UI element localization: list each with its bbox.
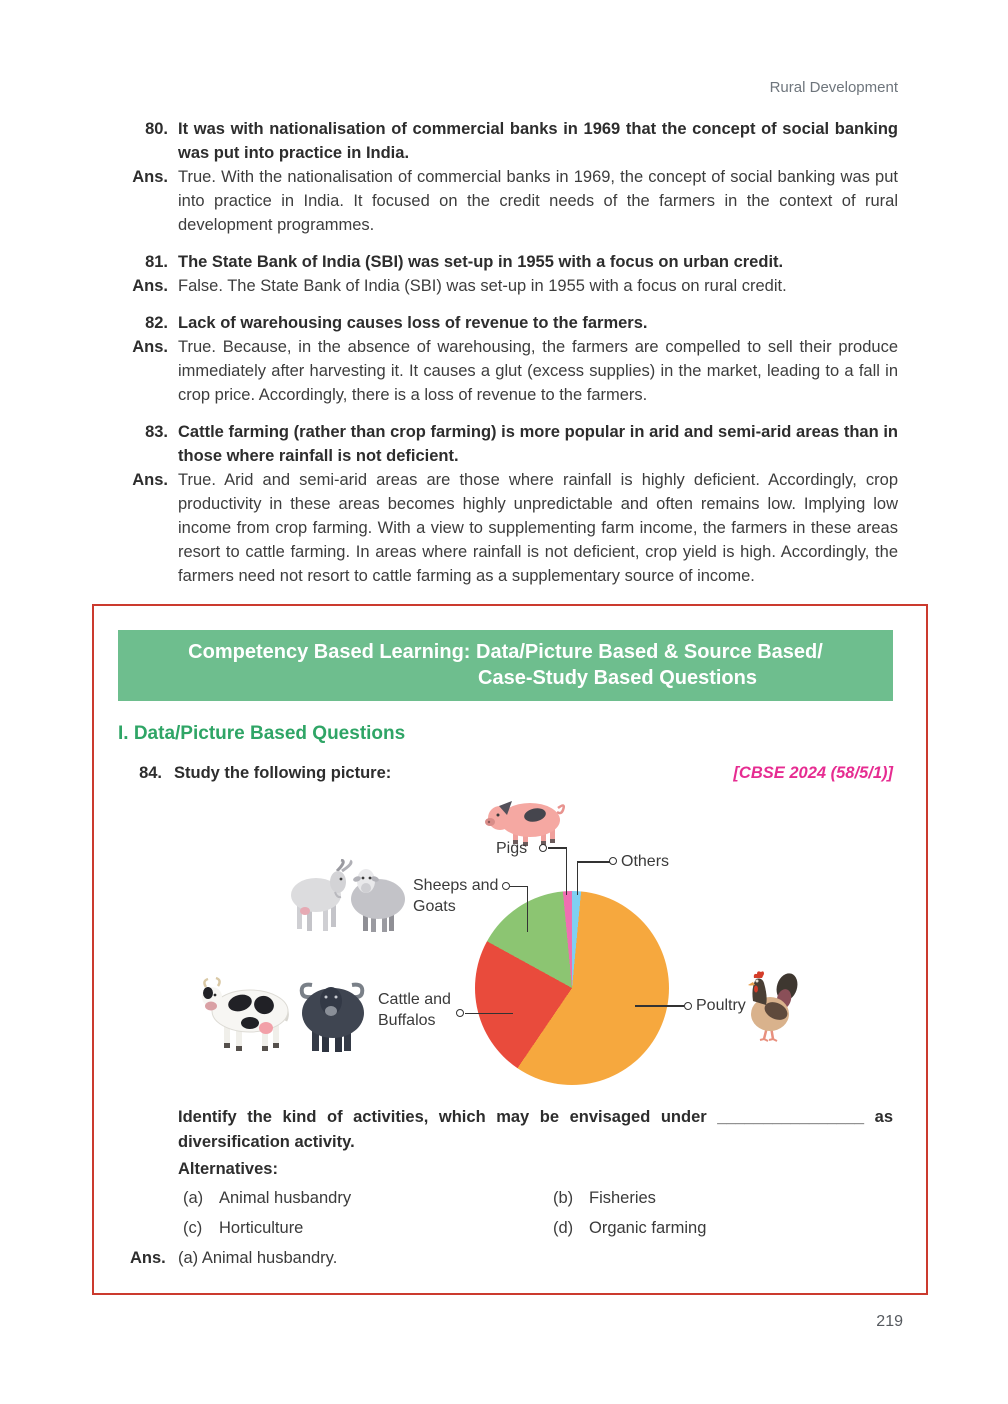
q84-answer-text: (a) Animal husbandry. [178, 1249, 338, 1267]
q84-line2: diversification activity. [178, 1133, 355, 1151]
pigs-callout-marker [539, 844, 547, 852]
answer-text: False. The State Bank of India (SBI) was set-up in 1955 with a focus on rural credit. [178, 277, 787, 295]
hen-icon [743, 969, 800, 1043]
qa-item-81 [90, 250, 898, 298]
option-label-b: Fisheries [589, 1189, 656, 1207]
option-key-b: (b) [553, 1189, 574, 1207]
cattle-buffalos-label [378, 989, 451, 1031]
question-text: Lack of warehousing causes loss of revenue to the farmers. [178, 314, 648, 332]
answer-text: True. Because, in the absence of warehousing, the farmers are compelled to sell their produce immediately after harvesting it. It causes a glut (excess supplies) in the market, leading to a fall in crop price. Accordingly, there is a loss of revenue to the farmers. [178, 338, 898, 404]
option-label-a: Animal husbandry [219, 1189, 352, 1207]
option-label-d: Organic farming [589, 1219, 707, 1237]
page-number: 219 [876, 1313, 903, 1330]
banner-line2: Case-Study Based Questions [478, 667, 757, 689]
answer-text: True. With the nationalisation of commercial banks in 1969, the concept of social banking was put into practice in India. It focused on the credit needs of the farmers in the context of rural development programmes. [178, 168, 898, 234]
livestock-pie-figure [118, 791, 893, 1093]
alternatives-label: Alternatives: [178, 1160, 278, 1178]
question-number: 81. [145, 253, 168, 271]
competency-banner [118, 630, 893, 701]
sheep-callout-line [510, 886, 528, 888]
qa-item-82 [90, 311, 898, 407]
cattle-buffalos-label-line1: Cattle and [378, 991, 451, 1008]
option-key-d: (d) [553, 1219, 574, 1237]
sheep-goats-label-line1: Sheeps and [413, 877, 499, 894]
sheep-callout-line-v [527, 886, 529, 932]
cattle-buffalo-icon [200, 973, 372, 1053]
poultry-callout-line [635, 1005, 684, 1007]
answer-label: Ans. [130, 1249, 166, 1267]
answer-label: Ans. [132, 168, 168, 186]
question-number: 84. [139, 764, 162, 782]
question-number: 80. [145, 120, 168, 138]
cattle-callout-marker [456, 1009, 464, 1017]
others-callout-line [577, 861, 611, 863]
competency-section-box [92, 604, 928, 1295]
qa-item-83 [90, 420, 898, 588]
cbse-source-tag: [CBSE 2024 (58/5/1)] [733, 764, 893, 782]
cattle-callout-line [465, 1013, 513, 1015]
q84-text-before-blank: Identify the kind of activities, which may be envisaged under [178, 1108, 707, 1126]
answer-label: Ans. [132, 471, 168, 489]
others-label: Others [621, 853, 670, 870]
running-header: Rural Development [769, 79, 898, 96]
sheep-callout-marker [502, 882, 510, 890]
section-heading: I. Data/Picture Based Questions [118, 723, 406, 744]
others-callout-marker [609, 857, 617, 865]
options-grid [178, 1186, 893, 1241]
question-number: 82. [145, 314, 168, 332]
poultry-label: Poultry [696, 997, 746, 1014]
pie-chart [475, 891, 669, 1085]
question-text: The State Bank of India (SBI) was set-up in 1955 with a focus on urban credit. [178, 253, 784, 271]
answer-label: Ans. [132, 338, 168, 356]
q84-question-body [178, 1105, 893, 1241]
pigs-callout-line [548, 847, 567, 849]
poultry-callout-marker [684, 1002, 692, 1010]
sheep-goats-label [413, 875, 498, 917]
pigs-label: Pigs [496, 840, 528, 857]
answer-text: True. Arid and semi-arid areas are those where rainfall is highly deficient. Accordingly, crop productivity in these areas becomes highly unpredictable and often remains low. Implying low income from crop farming. With a view to supplementing farm income, the farmers in these areas resort to cattle farming. In areas where rainfall is not deficient, crop yield is high. Accordingly, the farmers need not resort to cattle farming as a supplementary source of income. [178, 471, 898, 585]
option-key-c: (c) [183, 1219, 203, 1237]
question-number: 83. [145, 423, 168, 441]
q84-prompt: Study the following picture: [174, 764, 392, 782]
sheep-goats-label-line2: Goats [413, 898, 456, 915]
question-text: Cattle farming (rather than crop farming) is more popular in arid and semi-arid areas than in those where rainfall is not deficient. [178, 423, 898, 465]
cattle-buffalos-label-line2: Buffalos [378, 1012, 436, 1029]
others-callout-line-v [577, 861, 579, 895]
question-text: It was with nationalisation of commercial banks in 1969 that the concept of social banking was put into practice in India. [178, 120, 898, 162]
banner-line1: Competency Based Learning: Data/Picture Based & Source Based/ [188, 641, 823, 663]
q84-header-row [118, 761, 893, 785]
sheep-goat-icon [285, 859, 408, 933]
option-key-a: (a) [183, 1189, 204, 1207]
q84-text-after-blank: as [874, 1108, 893, 1126]
option-label-c: Horticulture [219, 1219, 304, 1237]
q84-answer-row [118, 1246, 893, 1271]
q84-fill-in-line [178, 1105, 893, 1130]
pigs-callout-line-v [566, 847, 568, 895]
qa-item-80 [90, 117, 898, 237]
answer-label: Ans. [132, 277, 168, 295]
q84-blank: ________________ [717, 1108, 865, 1126]
